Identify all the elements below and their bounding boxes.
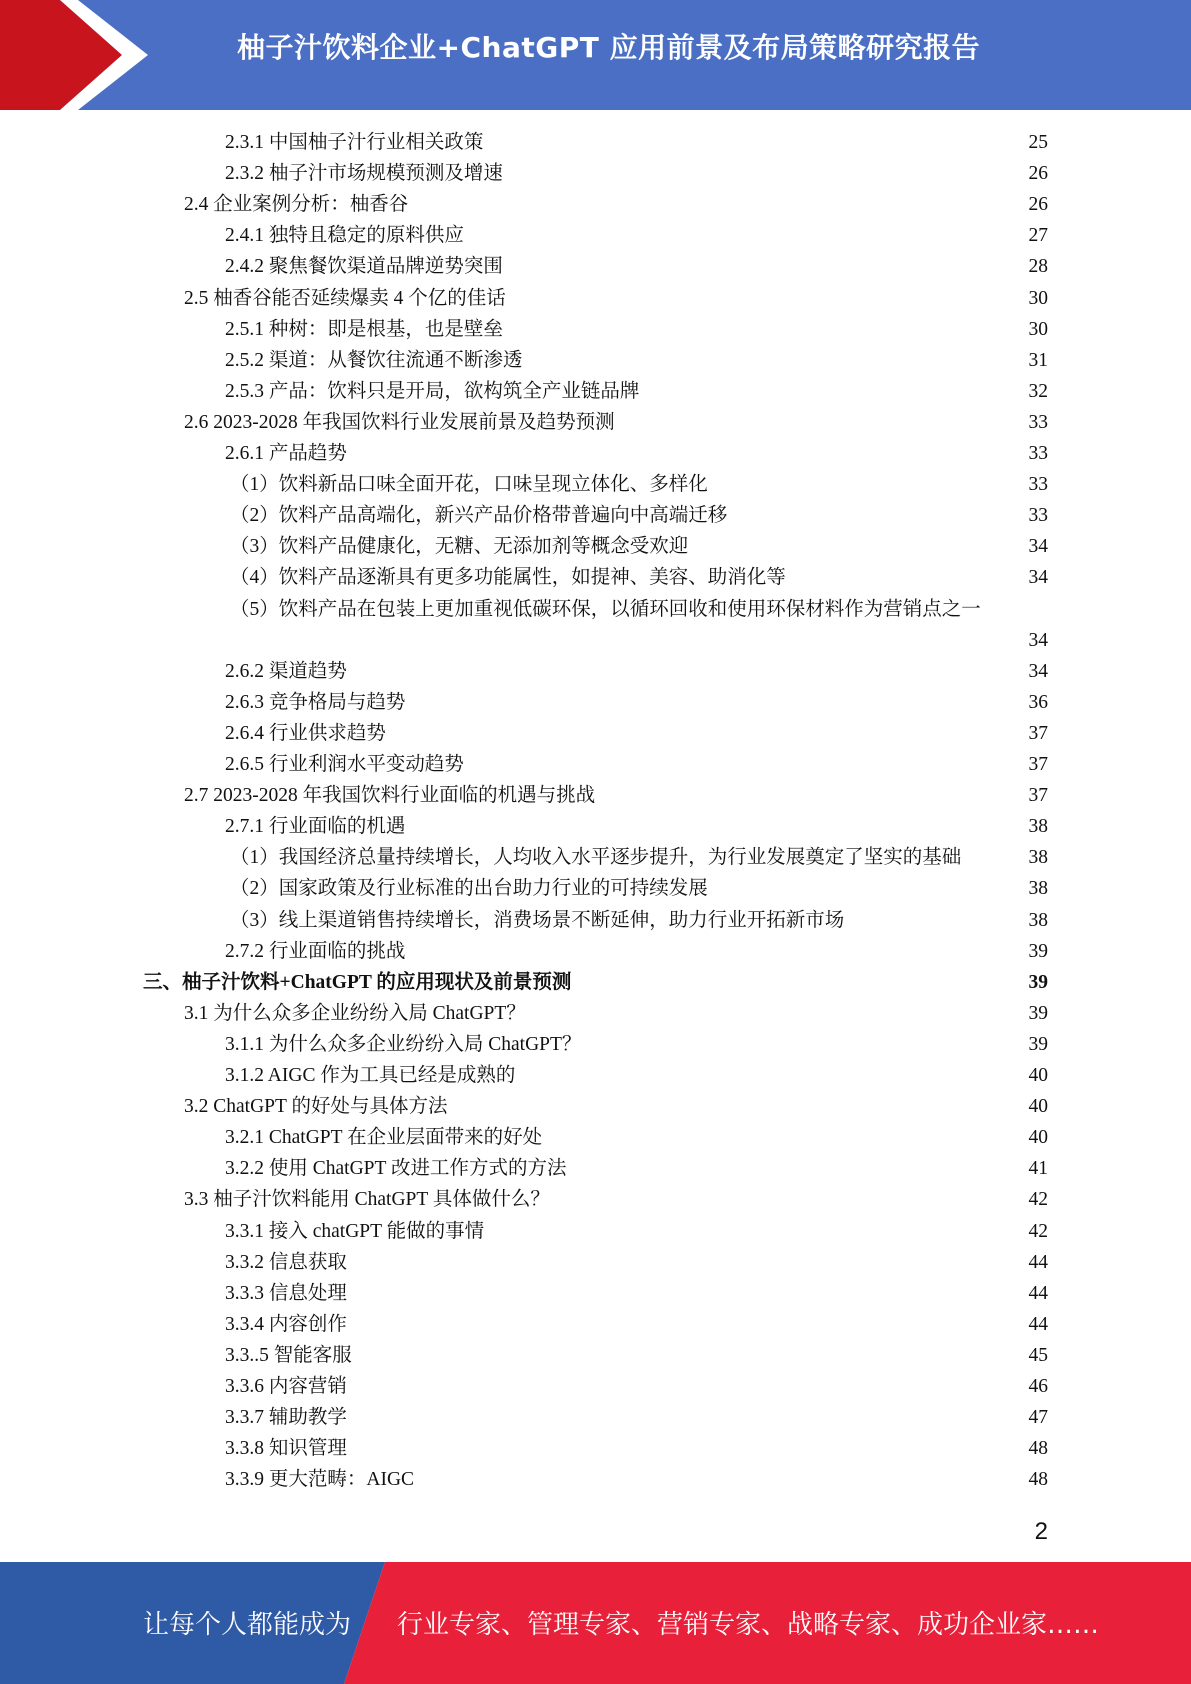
toc-entry[interactable]: [143, 967, 1048, 998]
toc-dot-leader: [415, 1464, 1027, 1495]
toc-entry-page: 39: [1028, 940, 1048, 962]
toc-dot-leader: [543, 1122, 1027, 1153]
toc-entry-title: （3）饮料产品健康化，无糖、无添加剂等概念受欢迎: [230, 536, 689, 558]
toc-entry-page: 33: [1028, 411, 1048, 433]
toc-dot-leader: [504, 314, 1028, 345]
toc-dot-leader: [348, 1247, 1028, 1278]
toc-entry[interactable]: [225, 314, 1048, 345]
toc-entry-title: 3.3 柚子汁饮料能用 ChatGPT 具体做什么？: [184, 1189, 550, 1211]
toc-entry[interactable]: [225, 749, 1048, 780]
toc-entry[interactable]: [230, 469, 1048, 500]
toc-entry-title: 3.2.1 ChatGPT 在企业层面带来的好处: [225, 1127, 543, 1149]
toc-entry[interactable]: [225, 1153, 1048, 1184]
toc-entry-title: 2.5 柚香谷能否延续爆卖 4 个亿的佳话: [184, 287, 506, 309]
toc-dot-leader: [485, 1216, 1027, 1247]
toc-entry-page: 44: [1028, 1251, 1048, 1273]
toc-entry[interactable]: [225, 1464, 1048, 1495]
toc-entry-page: 37: [1028, 722, 1048, 744]
toc-dot-leader: [787, 562, 1028, 593]
toc-dot-leader: [348, 656, 1028, 687]
toc-entry-page: 40: [1028, 1127, 1048, 1149]
toc-entry-page: 44: [1028, 1313, 1048, 1335]
toc-entry-page: 33: [1028, 474, 1048, 496]
toc-dot-leader: [616, 407, 1028, 438]
toc-entry[interactable]: [230, 873, 1048, 904]
toc-entry-page: 37: [1028, 754, 1048, 775]
toc-dot-leader: [709, 469, 1028, 500]
toc-entry[interactable]: [225, 718, 1048, 749]
toc-dot-leader: [527, 998, 1028, 1029]
toc-dot-leader: [448, 1091, 1027, 1122]
footer-slogan-right: 行业专家、管理专家、营销专家、战略专家、成功企业家……: [397, 1610, 1100, 1640]
toc-entry[interactable]: [184, 1091, 1048, 1122]
toc-entry-page: 48: [1028, 1469, 1048, 1491]
toc-dot-leader: [409, 189, 1027, 220]
toc-entry-title: 2.7.1 行业面临的机遇: [225, 816, 406, 838]
toc-entry-title: 2.5.2 渠道：从餐饮往流通不断渗透: [225, 349, 523, 371]
toc-dot-leader: [465, 220, 1028, 251]
toc-dot-leader: [596, 780, 1027, 811]
toc-entry-title: 2.6 2023-2028 年我国饮料行业发展前景及趋势预测: [184, 411, 615, 433]
toc-entry-title: 3.1.2 AIGC 作为工具已经是成熟的: [225, 1065, 516, 1086]
toc-entry-page: 37: [1028, 785, 1048, 807]
toc-entry[interactable]: [225, 1247, 1048, 1278]
toc-entry-title: 2.6.2 渠道趋势: [225, 660, 347, 682]
toc-entry[interactable]: [225, 1371, 1048, 1402]
toc-entry-page: 40: [1028, 1096, 1048, 1118]
toc-dot-leader: [406, 936, 1027, 967]
toc-entry-title: 3.2 ChatGPT 的好处与具体方法: [184, 1096, 448, 1118]
toc-entry[interactable]: [225, 1060, 1048, 1091]
header-title: 柚子汁饮料企业+ChatGPT 应用前景及布局策略研究报告: [237, 31, 981, 64]
toc-entry-title: 3.3.2 信息获取: [225, 1251, 347, 1273]
toc-dot-leader: [582, 1029, 1027, 1060]
toc-entry-page: 36: [1028, 691, 1048, 713]
toc-entry-title: 3.3.7 辅助教学: [225, 1407, 347, 1429]
toc-entry-page: 48: [1028, 1438, 1048, 1460]
toc-entry-title: 3.3..5 智能客服: [225, 1344, 352, 1366]
toc-dot-leader: [348, 1433, 1028, 1464]
toc-entry-page: 34: [1028, 567, 1048, 589]
toc-entry-page: 40: [1028, 1065, 1048, 1086]
toc-entry-title: （2）饮料产品高端化，新兴产品价格带普遍向中高端迁移: [230, 505, 728, 527]
toc-dot-leader: [387, 718, 1028, 749]
toc-entry-page: 42: [1028, 1220, 1048, 1242]
toc-entry[interactable]: [230, 531, 1048, 562]
toc-entry-title: 2.6.3 竞争格局与趋势: [225, 691, 406, 713]
toc-entry-title: （2）国家政策及行业标准的出台助力行业的可持续发展: [230, 878, 708, 900]
toc-entry-page: 34: [1028, 536, 1048, 558]
toc-entry-page: 47: [1028, 1407, 1048, 1429]
footer-slogan-left: 让每个人都能成为: [143, 1610, 352, 1640]
toc-entry-title: 2.4.1 独特且稳定的原料供应: [225, 225, 464, 247]
toc-entry[interactable]: [225, 438, 1048, 469]
toc-entry-page: 42: [1028, 1189, 1048, 1211]
toc-entry-page: 27: [1028, 225, 1048, 247]
toc-entry[interactable]: [225, 127, 1048, 158]
toc-entry-page: 38: [1028, 878, 1048, 900]
toc-entry-title: 2.6.4 行业供求趋势: [225, 722, 386, 744]
toc-entry-page: 45: [1028, 1344, 1048, 1366]
toc-dot-leader: [348, 438, 1028, 469]
toc-entry[interactable]: [230, 500, 1048, 531]
toc-entry-page: 26: [1028, 163, 1048, 185]
toc-entry-page: 46: [1028, 1376, 1048, 1397]
toc-entry-title: 2.4.2 聚焦餐饮渠道品牌逆势突围: [225, 256, 503, 278]
toc-dot-leader: [484, 127, 1027, 158]
toc-dot-leader: [231, 625, 1028, 656]
toc-entry[interactable]: [230, 625, 1048, 656]
toc-entry-title: 2.3.2 柚子汁市场规模预测及增速: [225, 163, 503, 185]
toc-entry-title: 2.7.2 行业面临的挑战: [225, 940, 406, 962]
toc-entry-title: 3.3.3 信息处理: [225, 1282, 347, 1304]
toc-entry-title: 3.3.8 知识管理: [225, 1438, 347, 1460]
toc-entry[interactable]: [230, 905, 1048, 936]
page-header: [0, 0, 1191, 110]
toc-dot-leader: [709, 873, 1028, 904]
toc-entry-page: 33: [1028, 505, 1048, 527]
page-footer: [0, 1562, 1191, 1684]
toc-dot-leader: [353, 1340, 1028, 1371]
toc-entry[interactable]: [230, 594, 1048, 625]
toc-entry-page: 34: [1028, 660, 1048, 682]
toc-entry-page: 33: [1028, 443, 1048, 464]
toc-dot-leader: [962, 842, 1027, 873]
toc-entry[interactable]: [225, 1122, 1048, 1153]
toc-entry-page: 31: [1028, 349, 1048, 371]
toc-entry-page: 30: [1028, 318, 1048, 340]
toc-entry[interactable]: [225, 1278, 1048, 1309]
toc-entry[interactable]: [230, 842, 1048, 873]
toc-entry[interactable]: [225, 656, 1048, 687]
toc-entry-page: 34: [1028, 629, 1048, 651]
toc-entry[interactable]: [225, 1216, 1048, 1247]
toc-entry-page: 39: [1028, 971, 1048, 993]
toc-dot-leader: [348, 1278, 1028, 1309]
toc-entry[interactable]: [184, 780, 1048, 811]
toc-entry-title: （1）饮料新品口味全面开花，口味呈现立体化、多样化: [230, 474, 708, 496]
toc-dot-leader: [348, 1402, 1028, 1433]
toc-dot-leader: [640, 376, 1027, 407]
toc-entry-title: 三、柚子汁饮料+ChatGPT 的应用现状及前景预测: [143, 971, 572, 993]
toc-entry[interactable]: [225, 1309, 1048, 1340]
toc-dot-leader: [551, 1184, 1028, 1215]
page-number: 2: [1034, 1518, 1048, 1545]
toc-dot-leader: [504, 158, 1028, 189]
toc-entry[interactable]: [184, 283, 1048, 314]
toc-entry-page: 41: [1028, 1158, 1048, 1180]
toc-entry[interactable]: [184, 407, 1048, 438]
toc-dot-leader: [406, 687, 1027, 718]
toc-entry-title: 2.7 2023-2028 年我国饮料行业面临的机遇与挑战: [184, 785, 596, 807]
toc-dot-leader: [567, 1153, 1027, 1184]
toc-entry-title: 3.2.2 使用 ChatGPT 改进工作方式的方法: [225, 1158, 567, 1180]
toc-entry-title: （4）饮料产品逐渐具有更多功能属性，如提神、美容、助消化等: [230, 567, 786, 589]
toc-dot-leader: [504, 251, 1028, 282]
toc-dot-leader: [728, 500, 1027, 531]
toc-entry[interactable]: [225, 376, 1048, 407]
toc-entry-title: 3.3.1 接入 chatGPT 能做的事情: [225, 1220, 485, 1242]
toc-entry-page: 28: [1028, 256, 1048, 278]
toc-entry-page: 25: [1028, 132, 1048, 153]
toc-entry[interactable]: [225, 345, 1048, 376]
toc-entry-title: （1）我国经济总量持续增长，人均收入水平逐步提升，为行业发展奠定了坚实的基础: [230, 847, 962, 869]
toc-entry-page: 39: [1028, 1002, 1048, 1024]
toc-entry-page: 39: [1028, 1033, 1048, 1055]
toc-dot-leader: [348, 1309, 1028, 1340]
toc-entry[interactable]: [225, 158, 1048, 189]
toc-entry-title: 2.4 企业案例分析：柚香谷: [184, 194, 409, 216]
toc-entry[interactable]: [225, 811, 1048, 842]
toc-entry-title: （5）饮料产品在包装上更加重视低碳环保，以循环回收和使用环保材料作为营销点之一: [230, 598, 981, 620]
toc-entry-title: 2.6.1 产品趋势: [225, 443, 347, 464]
toc-dot-leader: [516, 1060, 1027, 1091]
toc-entry-page: 32: [1028, 380, 1048, 402]
toc-entry-title: 2.5.3 产品：饮料只是开局，欲构筑全产业链品牌: [225, 380, 640, 402]
toc-entry[interactable]: [230, 562, 1048, 593]
toc-entry[interactable]: [225, 1402, 1048, 1433]
toc-entry-title: 2.5.1 种树：即是根基，也是壁垒: [225, 318, 503, 340]
toc-entry-title: 2.3.1 中国柚子汁行业相关政策: [225, 132, 484, 153]
toc-entry-page: 38: [1028, 909, 1048, 931]
toc-entry-title: 3.3.6 内容营销: [225, 1376, 347, 1397]
toc-entry[interactable]: [225, 1340, 1048, 1371]
toc-entry[interactable]: [225, 251, 1048, 282]
toc-entry-title: 3.1.1 为什么众多企业纷纷入局 ChatGPT？: [225, 1033, 582, 1055]
toc-entry[interactable]: [225, 936, 1048, 967]
toc-entry-page: 30: [1028, 287, 1048, 309]
toc-entry-page: 38: [1028, 816, 1048, 838]
toc-entry-page: 38: [1028, 847, 1048, 869]
toc-entry[interactable]: [225, 1433, 1048, 1464]
toc-entry-title: 3.3.9 更大范畴：AIGC: [225, 1469, 415, 1491]
toc-dot-leader: [465, 749, 1028, 780]
toc-dot-leader: [845, 905, 1027, 936]
toc-entry[interactable]: [225, 687, 1048, 718]
toc-entry-title: 3.3.4 内容创作: [225, 1313, 347, 1335]
toc-dot-leader: [507, 283, 1028, 314]
toc-entry-page: 26: [1028, 194, 1048, 216]
toc-dot-leader: [572, 967, 1027, 998]
toc-entry[interactable]: [225, 1029, 1048, 1060]
toc-entry-title: 3.1 为什么众多企业纷纷入局 ChatGPT？: [184, 1002, 526, 1024]
toc-dot-leader: [689, 531, 1027, 562]
toc-entry-title: （3）线上渠道销售持续增长，消费场景不断延伸，助力行业开拓新市场: [230, 909, 845, 931]
toc-entry[interactable]: [184, 998, 1048, 1029]
toc-dot-leader: [348, 1371, 1028, 1402]
toc-entry[interactable]: [184, 189, 1048, 220]
toc-dot-leader: [406, 811, 1027, 842]
toc-entry[interactable]: [225, 220, 1048, 251]
toc-entry[interactable]: [184, 1184, 1048, 1215]
toc-entry-title: 2.6.5 行业利润水平变动趋势: [225, 754, 464, 775]
toc-dot-leader: [523, 345, 1027, 376]
toc-entry-page: 44: [1028, 1282, 1048, 1304]
